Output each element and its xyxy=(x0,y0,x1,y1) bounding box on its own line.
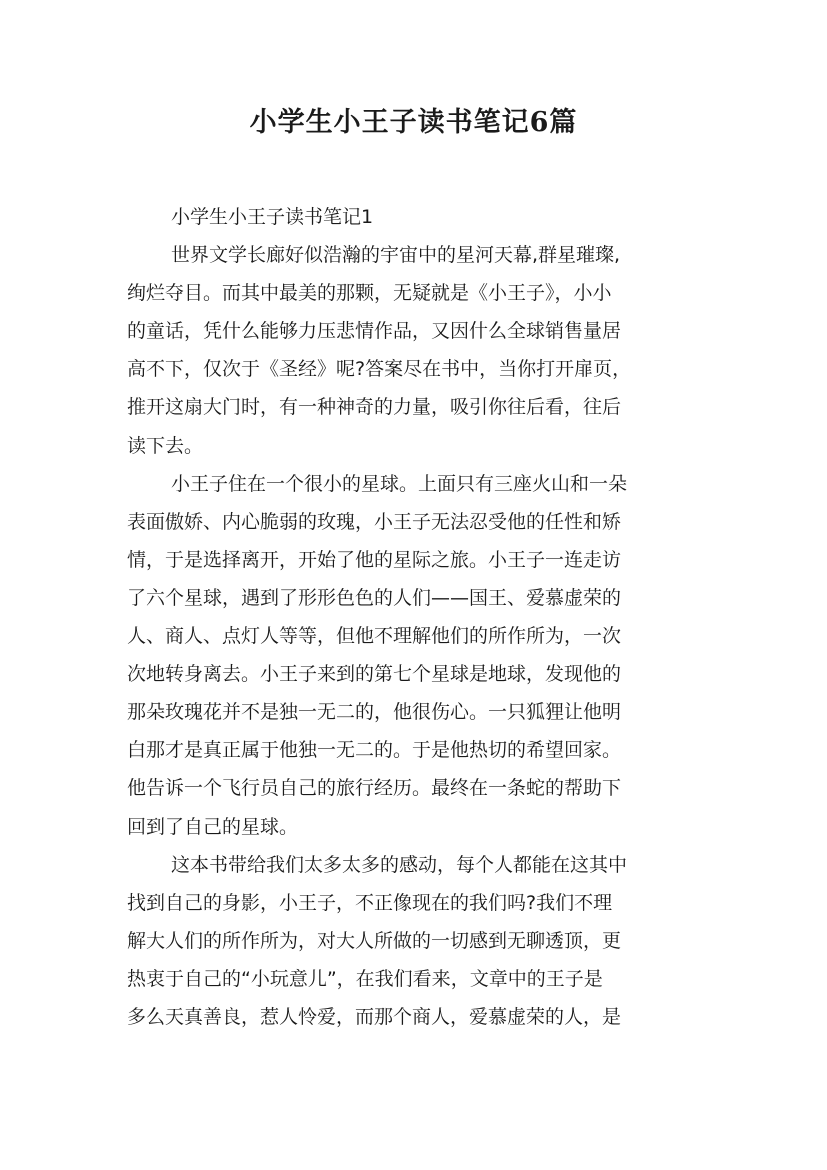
text-line: 推开这扇大门时，有一种神奇的力量，吸引你往后看，往后 xyxy=(127,396,622,419)
text-line: 人、商人、点灯人等等，但他不理解他们的所作所为，一次 xyxy=(127,625,622,648)
section-heading: 小学生小王子读书笔记1 xyxy=(171,206,374,228)
text-line: 小王子住在一个很小的星球。上面只有三座火山和一朵 xyxy=(171,472,628,495)
text-line: 解大人们的所作所为，对大人所做的一切感到无聊透顶，更 xyxy=(127,929,622,952)
text-line: 了六个星球，遇到了形形色色的人们——国王、爱慕虚荣的 xyxy=(127,586,622,609)
document-title: 小学生小王子读书笔记6篇 xyxy=(249,107,578,138)
text-line: 表面傲娇、内心脆弱的玫瑰，小王子无法忍受他的任性和矫 xyxy=(127,510,622,533)
text-line: 这本书带给我们太多太多的感动，每个人都能在这其中 xyxy=(171,853,628,876)
paragraph-2 xyxy=(127,465,717,846)
paragraph-3 xyxy=(127,846,717,1036)
text-line: 的童话，凭什么能够力压悲情作品，又因什么全球销售量居 xyxy=(127,320,622,343)
text-line: 热衷于自己的“小玩意儿”，在我们看来，文章中的王子是 xyxy=(127,967,603,990)
text-line: 读下去。 xyxy=(127,434,204,457)
text-line: 多么天真善良，惹人怜爱，而那个商人，爱慕虚荣的人，是 xyxy=(127,1005,622,1028)
paragraph-1 xyxy=(127,236,717,465)
text-line: 找到自己的身影，小王子，不正像现在的我们吗?我们不理 xyxy=(127,891,613,914)
text-line: 回到了自己的星球。 xyxy=(127,815,299,838)
text-line: 白那才是真正属于他独一无二的。于是他热切的希望回家。 xyxy=(127,739,622,762)
text-line: 那朵玫瑰花并不是独一无二的，他很伤心。一只狐狸让他明 xyxy=(127,701,622,724)
text-line: 情，于是选择离开，开始了他的星际之旅。小王子一连走访 xyxy=(127,548,622,571)
text-line: 他告诉一个飞行员自己的旅行经历。最终在一条蛇的帮助下 xyxy=(127,777,622,800)
document-body xyxy=(127,198,717,1036)
text-line: 世界文学长廊好似浩瀚的宇宙中的星河天幕,群星璀璨, xyxy=(171,244,621,267)
text-line: 绚烂夺目。而其中最美的那颗，无疑就是《小王子》，小小 xyxy=(127,282,612,305)
text-line: 次地转身离去。小王子来到的第七个星球是地球，发现他的 xyxy=(127,663,622,686)
text-line: 高不下，仅次于《圣经》呢?答案尽在书中，当你打开扉页， xyxy=(127,358,632,381)
